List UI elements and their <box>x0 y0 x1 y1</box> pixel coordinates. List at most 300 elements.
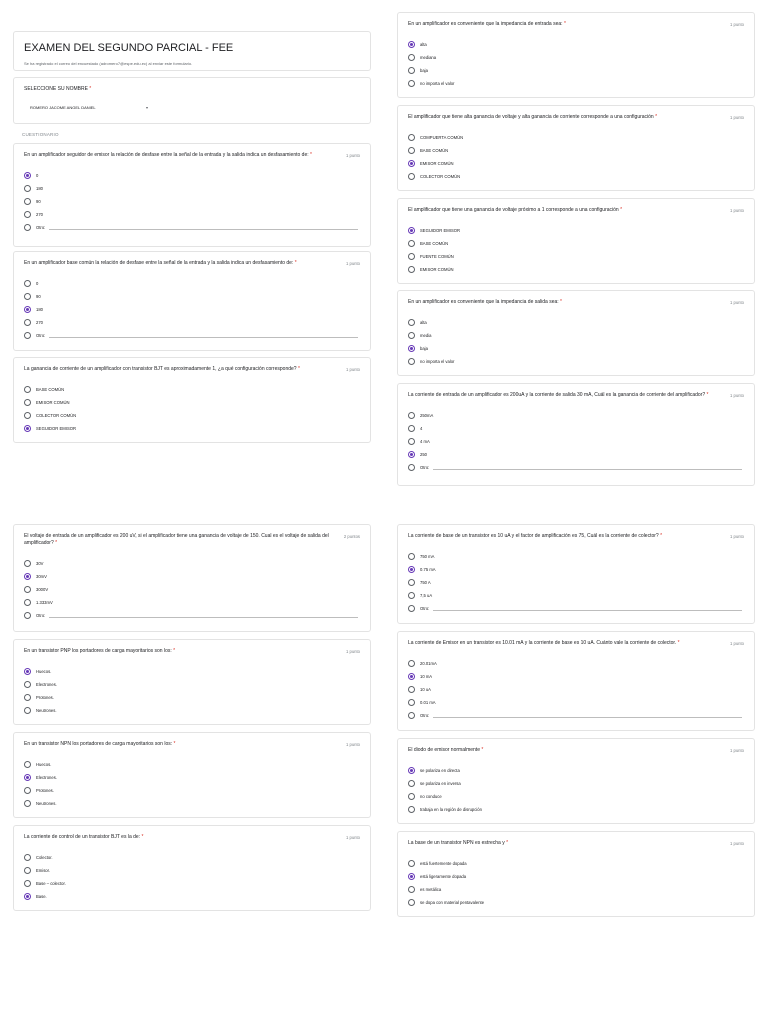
option-item[interactable] <box>408 563 744 576</box>
option-item[interactable] <box>24 704 360 717</box>
radio-selected-icon[interactable] <box>24 668 31 675</box>
radio-selected-icon[interactable] <box>408 767 415 774</box>
option-label: mediana <box>420 55 437 60</box>
option-label: COMPUERTA COMÚN <box>420 135 464 140</box>
radio-unselected-icon[interactable] <box>24 800 31 807</box>
option-item[interactable] <box>24 665 360 678</box>
option-item[interactable] <box>24 877 360 890</box>
option-item[interactable] <box>408 263 744 276</box>
radio-unselected-icon[interactable] <box>408 592 415 599</box>
radio-unselected-icon[interactable] <box>408 412 415 419</box>
option-item[interactable] <box>24 316 360 329</box>
required-marker: * <box>660 533 663 539</box>
radio-unselected-icon[interactable] <box>408 699 415 706</box>
question-card <box>13 357 371 443</box>
options-list <box>408 409 744 474</box>
radio-selected-icon[interactable] <box>24 172 31 179</box>
option-item[interactable] <box>24 208 360 221</box>
question-text: En un amplificador seguidor de emisor la relación de desfase entre la señal de la entrada y la salida indica un desfasamiento de: * <box>24 152 312 158</box>
section-label: CUESTIONARIO <box>22 132 59 137</box>
option-item[interactable] <box>24 169 360 182</box>
question-points: 1 punto <box>730 115 744 120</box>
option-label: Electrones. <box>36 682 57 687</box>
question-text: La corriente de control de un transistor BJT es la de: * <box>24 834 144 840</box>
radio-selected-icon[interactable] <box>24 306 31 313</box>
question-points: 1 punto <box>730 841 744 846</box>
option-label: se dopa con material pentavalente <box>420 900 485 905</box>
question-text: La base de un transistor NPN es estrecha y * <box>408 840 509 846</box>
option-label: está ligeramente dopada <box>420 874 467 879</box>
option-item[interactable] <box>24 784 360 797</box>
option-item[interactable] <box>24 678 360 691</box>
radio-unselected-icon[interactable] <box>408 358 415 365</box>
option-item[interactable] <box>24 771 360 784</box>
radio-unselected-icon[interactable] <box>408 173 415 180</box>
name-select-card <box>13 77 371 124</box>
options-list <box>408 131 744 183</box>
radio-unselected-icon[interactable] <box>24 854 31 861</box>
question-text: La ganancia de corriente de un amplificador con transistor BJT es aproximadamente 1, ¿a qué configuración corresponde? * <box>24 366 300 372</box>
option-label: Neutrones. <box>36 801 57 806</box>
option-item[interactable] <box>24 303 360 316</box>
option-label: SEGUIDOR EMISOR <box>36 426 77 431</box>
option-label: se polariza en directa <box>420 768 460 773</box>
chevron-down-icon: ▾ <box>145 104 148 110</box>
option-label: 250mA <box>420 413 434 418</box>
option-label: baja <box>420 346 428 351</box>
radio-unselected-icon[interactable] <box>408 319 415 326</box>
option-label: BASE COMÚN <box>420 241 449 246</box>
radio-selected-icon[interactable] <box>408 451 415 458</box>
option-label: Otro: <box>36 333 46 338</box>
radio-unselected-icon[interactable] <box>24 412 31 419</box>
option-item[interactable] <box>408 790 744 803</box>
question-card <box>397 105 755 191</box>
options-list <box>24 169 360 234</box>
option-item[interactable] <box>408 657 744 670</box>
question-text: El amplificador que tiene una ganancia de voltaje próximo a 1 corresponde a una configuración * <box>408 207 623 213</box>
question-card <box>397 631 755 731</box>
radio-unselected-icon[interactable] <box>408 686 415 693</box>
question-points: 1 punto <box>730 208 744 213</box>
options-list <box>24 851 360 903</box>
required-marker: * <box>173 648 176 654</box>
option-item[interactable] <box>24 221 360 234</box>
radio-unselected-icon[interactable] <box>408 660 415 667</box>
radio-unselected-icon[interactable] <box>408 860 415 867</box>
option-item[interactable] <box>24 182 360 195</box>
option-item[interactable] <box>408 576 744 589</box>
radio-unselected-icon[interactable] <box>24 319 31 326</box>
question-text: En un amplificador base común la relación de desfase entre la señal de la entrada y la salida indica un desfasamiento de: * <box>24 260 297 266</box>
question-card <box>13 524 371 632</box>
option-item[interactable] <box>408 64 744 77</box>
other-text-input[interactable] <box>49 613 358 618</box>
question-header <box>408 747 744 754</box>
question-text: La corriente de Emisor en un transistor es 10.01 mA y la corriente de base es 10 uA. Cuánto vale la corriente de colector. * <box>408 640 680 646</box>
options-list <box>408 550 744 615</box>
option-label: 750 A <box>420 580 431 585</box>
question-card <box>397 524 755 624</box>
option-item[interactable] <box>408 870 744 883</box>
options-list <box>408 657 744 722</box>
radio-unselected-icon[interactable] <box>408 147 415 154</box>
required-marker: * <box>297 366 300 372</box>
option-label: 10 uA <box>420 687 431 692</box>
radio-unselected-icon[interactable] <box>24 681 31 688</box>
option-label: Electrones. <box>36 775 57 780</box>
option-label: 90 <box>36 199 41 204</box>
option-label: Colector. <box>36 855 53 860</box>
option-item[interactable] <box>24 422 360 435</box>
option-label: 1.333mV <box>36 600 53 605</box>
radio-unselected-icon[interactable] <box>24 707 31 714</box>
options-list <box>24 277 360 342</box>
option-item[interactable] <box>408 896 744 909</box>
question-text: La corriente de base de un transistor es 10 uA y el factor de amplificación es 75, Cuál es la corriente de colector? * <box>408 533 663 539</box>
option-label: 0.01 mA <box>420 700 436 705</box>
option-label: Otro: <box>420 465 430 470</box>
radio-unselected-icon[interactable] <box>408 464 415 471</box>
option-label: 180 <box>36 186 43 191</box>
radio-selected-icon[interactable] <box>24 774 31 781</box>
option-item[interactable] <box>408 51 744 64</box>
option-item[interactable] <box>408 435 744 448</box>
option-label: BASE COMÚN <box>36 387 65 392</box>
required-marker: * <box>141 834 144 840</box>
radio-unselected-icon[interactable] <box>408 54 415 61</box>
option-label: baja <box>420 68 428 73</box>
option-label: EMISOR COMÚN <box>36 400 70 405</box>
options-list <box>408 857 744 909</box>
option-item[interactable] <box>408 670 744 683</box>
radio-unselected-icon[interactable] <box>24 386 31 393</box>
option-item[interactable] <box>24 851 360 864</box>
radio-unselected-icon[interactable] <box>408 266 415 273</box>
radio-unselected-icon[interactable] <box>408 80 415 87</box>
radio-unselected-icon[interactable] <box>24 280 31 287</box>
option-item[interactable] <box>24 596 360 609</box>
option-label: Protones. <box>36 788 54 793</box>
radio-unselected-icon[interactable] <box>408 886 415 893</box>
option-label: 180 <box>36 307 43 312</box>
radio-unselected-icon[interactable] <box>24 694 31 701</box>
radio-unselected-icon[interactable] <box>24 586 31 593</box>
options-list <box>408 764 744 816</box>
question-points: 1 punto <box>730 534 744 539</box>
radio-unselected-icon[interactable] <box>24 399 31 406</box>
required-marker: * <box>655 114 658 120</box>
question-text: En un transistor PNP los portadores de carga mayoritarios son los: * <box>24 648 176 654</box>
option-item[interactable] <box>408 409 744 422</box>
question-header <box>408 392 744 399</box>
question-card <box>13 143 371 247</box>
option-label: EMISOR COMÚN <box>420 161 454 166</box>
question-points: 1 punto <box>346 261 360 266</box>
radio-unselected-icon[interactable] <box>408 553 415 560</box>
radio-unselected-icon[interactable] <box>408 240 415 247</box>
radio-selected-icon[interactable] <box>408 345 415 352</box>
option-item[interactable] <box>408 38 744 51</box>
option-label: Huecos. <box>36 762 52 767</box>
question-header <box>24 533 360 547</box>
option-label: EMISOR COMÚN <box>420 267 454 272</box>
question-header <box>408 640 744 647</box>
option-label: 4 <box>420 426 423 431</box>
options-list <box>408 316 744 368</box>
option-item[interactable] <box>408 550 744 563</box>
option-item[interactable] <box>24 890 360 903</box>
radio-unselected-icon[interactable] <box>408 806 415 813</box>
radio-selected-icon[interactable] <box>24 573 31 580</box>
option-label: Emisor. <box>36 868 50 873</box>
option-item[interactable] <box>24 409 360 422</box>
option-item[interactable] <box>24 290 360 303</box>
option-item[interactable] <box>24 583 360 596</box>
required-marker: * <box>173 741 176 747</box>
option-label: COLECTOR COMÚN <box>36 413 77 418</box>
question-points: 1 punto <box>346 742 360 747</box>
radio-selected-icon[interactable] <box>408 566 415 573</box>
required-marker: * <box>677 640 680 646</box>
question-points: 1 punto <box>730 300 744 305</box>
option-item[interactable] <box>24 864 360 877</box>
option-item[interactable] <box>24 557 360 570</box>
option-item[interactable] <box>24 329 360 342</box>
option-item[interactable] <box>408 602 744 615</box>
question-card <box>13 732 371 818</box>
question-points: 1 punto <box>730 393 744 398</box>
option-label: FUENTE COMÚN <box>420 254 454 259</box>
option-item[interactable] <box>24 195 360 208</box>
option-item[interactable] <box>24 691 360 704</box>
radio-unselected-icon[interactable] <box>24 880 31 887</box>
required-marker: * <box>563 21 566 27</box>
other-text-input[interactable] <box>433 713 742 718</box>
radio-unselected-icon[interactable] <box>24 211 31 218</box>
option-label: Otro: <box>36 225 46 230</box>
question-header <box>24 648 360 655</box>
option-label: trabaja en la región de disrupción <box>420 807 482 812</box>
option-item[interactable] <box>408 683 744 696</box>
option-item[interactable] <box>408 355 744 368</box>
other-text-input[interactable] <box>433 465 742 470</box>
radio-selected-icon[interactable] <box>408 41 415 48</box>
radio-unselected-icon[interactable] <box>24 185 31 192</box>
question-header <box>408 21 744 28</box>
required-marker: * <box>310 152 312 158</box>
radio-unselected-icon[interactable] <box>24 332 31 339</box>
option-item[interactable] <box>408 589 744 602</box>
option-label: 250 <box>420 452 427 457</box>
radio-selected-icon[interactable] <box>24 893 31 900</box>
option-label: Otro: <box>420 606 430 611</box>
option-item[interactable] <box>408 170 744 183</box>
option-label: 270 <box>36 320 43 325</box>
option-item[interactable] <box>408 461 744 474</box>
radio-unselected-icon[interactable] <box>408 332 415 339</box>
question-header <box>408 114 744 121</box>
option-label: Protones. <box>36 695 54 700</box>
option-label: 0.75 mA <box>420 567 436 572</box>
radio-selected-icon[interactable] <box>24 425 31 432</box>
radio-unselected-icon[interactable] <box>24 599 31 606</box>
option-item[interactable] <box>408 77 744 90</box>
option-label: 4 mA <box>420 439 430 444</box>
option-item[interactable] <box>408 224 744 237</box>
radio-unselected-icon[interactable] <box>408 438 415 445</box>
radio-unselected-icon[interactable] <box>24 787 31 794</box>
option-item[interactable] <box>24 277 360 290</box>
question-header <box>24 366 360 373</box>
radio-unselected-icon[interactable] <box>24 761 31 768</box>
option-label: no importa el valor <box>420 81 455 86</box>
option-label: 90 <box>36 294 41 299</box>
option-label: 30V <box>36 561 44 566</box>
option-label: 7,5 uA <box>420 593 433 598</box>
radio-unselected-icon[interactable] <box>24 612 31 619</box>
required-marker: * <box>506 840 509 846</box>
option-item[interactable] <box>408 316 744 329</box>
question-header <box>24 152 360 159</box>
option-item[interactable] <box>408 803 744 816</box>
radio-selected-icon[interactable] <box>408 160 415 167</box>
radio-unselected-icon[interactable] <box>408 605 415 612</box>
option-label: 270 <box>36 212 43 217</box>
radio-unselected-icon[interactable] <box>24 560 31 567</box>
form-header-card <box>13 31 371 71</box>
option-label: media <box>420 333 432 338</box>
option-label: no importa el valor <box>420 359 455 364</box>
question-card <box>397 198 755 284</box>
question-header <box>408 533 744 540</box>
option-item[interactable] <box>408 448 744 461</box>
option-label: Otro: <box>420 713 430 718</box>
option-label: Huecos. <box>36 669 52 674</box>
question-card <box>13 251 371 351</box>
other-text-input[interactable] <box>49 225 358 230</box>
options-list <box>24 665 360 717</box>
radio-unselected-icon[interactable] <box>408 134 415 141</box>
question-text: El voltaje de entrada de un amplificador es 200 uV, si el amplificador tiene una ganancia de voltaje de 150. Cual es el voltaje de salida del amplificador? * <box>24 533 329 546</box>
option-label: BASE COMÚN <box>420 148 449 153</box>
question-points: 1 punto <box>730 22 744 27</box>
question-card <box>397 831 755 917</box>
question-text: En un transistor NPN los portadores de carga mayoritarios son los: * <box>24 741 176 747</box>
required-marker: * <box>294 260 297 266</box>
radio-unselected-icon[interactable] <box>408 253 415 260</box>
option-label: COLECTOR COMÚN <box>420 174 461 179</box>
radio-unselected-icon[interactable] <box>24 224 31 231</box>
option-item[interactable] <box>408 777 744 790</box>
radio-selected-icon[interactable] <box>408 673 415 680</box>
required-marker: * <box>620 207 623 213</box>
option-item[interactable] <box>408 696 744 709</box>
radio-selected-icon[interactable] <box>408 227 415 234</box>
option-label: 3000V <box>36 587 49 592</box>
option-item[interactable] <box>24 758 360 771</box>
radio-unselected-icon[interactable] <box>24 198 31 205</box>
question-points: 1 punto <box>346 153 360 158</box>
question-text: El diodo de emisor normalmente * <box>408 747 484 753</box>
radio-selected-icon[interactable] <box>408 873 415 880</box>
option-item[interactable] <box>408 857 744 870</box>
form-subtitle: Se ha registrado el correo del encuestado (adromero7@espe.edu.ec) al enviar este formulario. <box>24 61 193 66</box>
other-text-input[interactable] <box>433 606 742 611</box>
radio-unselected-icon[interactable] <box>24 293 31 300</box>
question-points: 1 punto <box>346 649 360 654</box>
name-dropdown-value: ROMERO JACOME ANGEL DANIEL <box>30 104 96 110</box>
option-label: está fuertemente dopada <box>420 861 467 866</box>
question-text: La corriente de entrada de un amplificador es 200uA y la corriente de salida 30 mA, Cuál es la ganancia de corriente del amplificador? * <box>408 392 709 398</box>
question-text: En un amplificador es conveniente que la impedancia de salida sea: * <box>408 299 562 305</box>
radio-unselected-icon[interactable] <box>408 899 415 906</box>
question-points: 2 puntos <box>343 534 360 539</box>
radio-unselected-icon[interactable] <box>408 425 415 432</box>
option-item[interactable] <box>24 797 360 810</box>
question-header <box>24 741 360 748</box>
other-text-input[interactable] <box>49 333 358 338</box>
options-list <box>24 758 360 810</box>
option-label: se polariza en inversa <box>420 781 461 786</box>
option-item[interactable] <box>408 237 744 250</box>
option-item[interactable] <box>24 383 360 396</box>
name-select-label: SELECCIONE SU NOMBRE * <box>24 86 92 92</box>
option-item[interactable] <box>24 609 360 622</box>
option-item[interactable] <box>408 157 744 170</box>
option-label: 0 <box>36 173 39 178</box>
radio-unselected-icon[interactable] <box>408 780 415 787</box>
radio-unselected-icon[interactable] <box>24 867 31 874</box>
option-label: Otro: <box>36 613 46 618</box>
question-card <box>397 738 755 824</box>
option-item[interactable] <box>408 764 744 777</box>
form-title: EXAMEN DEL SEGUNDO PARCIAL - FEE <box>24 42 234 54</box>
options-list <box>408 38 744 90</box>
option-label: 20.01mA <box>420 661 437 666</box>
name-dropdown[interactable] <box>24 100 154 114</box>
required-marker: * <box>560 299 562 305</box>
question-text: En un amplificador es conveniente que la impedancia de entrada sea: * <box>408 21 566 27</box>
question-header <box>408 207 744 214</box>
question-header <box>24 260 360 267</box>
option-item[interactable] <box>408 250 744 263</box>
option-item[interactable] <box>408 329 744 342</box>
option-item[interactable] <box>408 422 744 435</box>
option-item[interactable] <box>24 570 360 583</box>
option-label: es metálica <box>420 887 442 892</box>
option-item[interactable] <box>408 709 744 722</box>
option-label: no conduce <box>420 794 442 799</box>
option-item[interactable] <box>408 131 744 144</box>
question-card <box>397 383 755 486</box>
option-item[interactable] <box>408 144 744 157</box>
option-item[interactable] <box>408 342 744 355</box>
radio-unselected-icon[interactable] <box>408 579 415 586</box>
question-points: 1 punto <box>346 835 360 840</box>
option-item[interactable] <box>24 396 360 409</box>
radio-unselected-icon[interactable] <box>408 712 415 719</box>
question-header <box>408 299 744 306</box>
question-card <box>13 639 371 725</box>
options-list <box>408 224 744 276</box>
option-label: 0 <box>36 281 39 286</box>
radio-unselected-icon[interactable] <box>408 793 415 800</box>
option-label: Base – colector. <box>36 881 66 886</box>
option-item[interactable] <box>408 883 744 896</box>
required-marker: * <box>481 747 484 753</box>
radio-unselected-icon[interactable] <box>408 67 415 74</box>
